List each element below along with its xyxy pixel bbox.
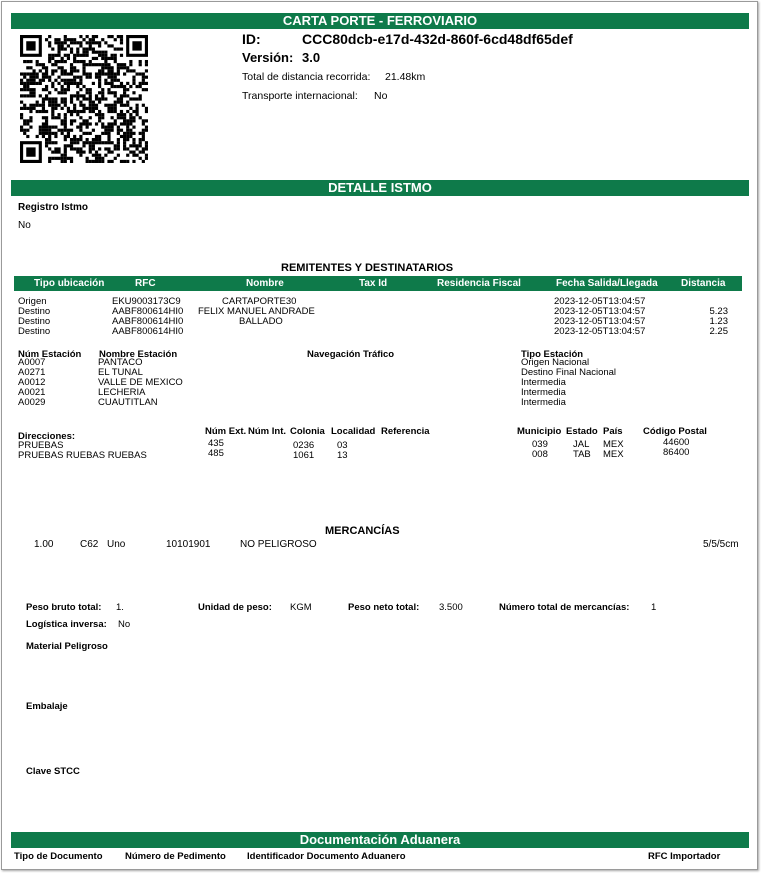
- mercancia-unidad: Uno: [107, 539, 126, 550]
- material-peligroso-label: Material Peligroso: [26, 641, 108, 652]
- col-num-estacion: Núm Estación: [18, 349, 82, 360]
- col-rfc: RFC: [135, 278, 156, 289]
- col-num-ext: Núm Ext.: [205, 426, 247, 437]
- main-title-bar: CARTA PORTE - FERROVIARIO: [11, 13, 749, 29]
- col-rfc-importador: RFC Importador: [648, 851, 721, 862]
- col-colonia: Colonia: [290, 426, 325, 437]
- col-pais: País: [603, 426, 623, 437]
- direccion-pais: MEX: [603, 439, 624, 450]
- col-tipo-documento: Tipo de Documento: [14, 851, 103, 862]
- qr-code-image: [20, 35, 148, 163]
- col-municipio: Municipio: [517, 426, 562, 437]
- direccion-calle: PRUEBAS: [18, 440, 64, 451]
- peso-neto-value: 3.500: [439, 602, 463, 613]
- remitente-distancia: 1.23: [709, 316, 728, 327]
- peso-bruto-value: 1.: [116, 602, 124, 613]
- estacion-nombre: PANTACO: [98, 357, 143, 368]
- distance-value: 21.48km: [385, 71, 426, 83]
- direccion-municipio: 039: [532, 439, 548, 450]
- direccion-municipio: 008: [532, 449, 548, 460]
- version-value: 3.0: [302, 50, 321, 65]
- col-tipo-ubicacion: Tipo ubicación: [34, 278, 105, 289]
- estacion-nombre: CUAUTITLAN: [98, 397, 158, 406]
- estacion-num: A0021: [18, 387, 46, 398]
- estaciones-list: [0, 355, 761, 406]
- direccion-calle: PRUEBAS RUEBAS RUEBAS: [18, 450, 147, 461]
- direccion-estado: TAB: [573, 449, 591, 460]
- col-navegacion-trafico: Navegación Tráfico: [307, 349, 395, 360]
- mercancias-title: MERCANCÍAS: [325, 525, 400, 537]
- remitente-rfc: AABF800614HI0: [112, 306, 184, 317]
- estacion-num: A0029: [18, 397, 46, 406]
- col-localidad: Localidad: [331, 426, 376, 437]
- direccion-num-ext: 435: [208, 438, 224, 449]
- col-numero-pedimento: Número de Pedimento: [125, 851, 226, 862]
- estacion-nombre: LECHERIA: [98, 387, 146, 398]
- numero-total-label: Número total de mercancías:: [499, 602, 630, 613]
- id-label: ID:: [242, 31, 261, 47]
- remitente-fecha: 2023-12-05T13:04:57: [554, 306, 646, 317]
- direccion-colonia: 1061: [293, 450, 315, 461]
- estacion-nombre: EL TUNAL: [98, 367, 143, 378]
- col-num-int: Núm Int.: [248, 426, 286, 437]
- estacion-tipo: Origen Nacional: [521, 357, 590, 368]
- estacion-tipo: Intermedia: [521, 377, 566, 388]
- distance-label: Total de distancia recorrida:: [242, 71, 371, 83]
- col-nombre: Nombre: [246, 278, 284, 289]
- estacion-tipo: Intermedia: [521, 387, 566, 398]
- direccion-colonia: 0236: [293, 440, 315, 451]
- col-referencia: Referencia: [381, 426, 430, 437]
- remitentes-title: REMITENTES Y DESTINATARIOS: [281, 262, 454, 274]
- version-label: Versión:: [242, 50, 294, 65]
- direccion-estado: JAL: [573, 439, 590, 450]
- col-tax-id: Tax Id: [359, 278, 388, 289]
- col-residencia-fiscal: Residencia Fiscal: [437, 278, 521, 289]
- mercancia-peligroso: NO PELIGROSO: [240, 539, 317, 550]
- remitente-tipo: Destino: [18, 326, 51, 337]
- remitente-fecha: 2023-12-05T13:04:57: [554, 316, 646, 327]
- remitente-distancia: 2.25: [709, 326, 728, 337]
- remitentes-table-header: [14, 276, 742, 291]
- estacion-num: A0007: [18, 357, 46, 368]
- numero-total-value: 1: [651, 602, 657, 613]
- logistica-label: Logística inversa:: [26, 619, 107, 630]
- estacion-tipo: Destino Final Nacional: [521, 367, 617, 378]
- international-label: Transporte internacional:: [242, 90, 358, 102]
- peso-neto-label: Peso neto total:: [348, 602, 420, 613]
- direccion-localidad: 03: [337, 440, 348, 451]
- remitente-fecha: 2023-12-05T13:04:57: [554, 326, 646, 337]
- direccion-codigo-postal: 86400: [663, 447, 690, 458]
- peso-bruto-label: Peso bruto total:: [26, 602, 102, 613]
- remitente-tipo: Destino: [18, 316, 51, 327]
- registro-istmo-label: Registro Istmo: [18, 202, 89, 213]
- logistica-value: No: [118, 619, 131, 630]
- remitente-tipo: Origen: [18, 296, 47, 307]
- direccion-codigo-postal: 44600: [663, 437, 690, 448]
- nombre-line: FELIX MANUEL ANDRADE: [198, 306, 315, 317]
- mercancia-cantidad: 1.00: [34, 539, 54, 550]
- remitente-rfc: EKU9003173C9: [112, 296, 181, 307]
- remitente-rfc: AABF800614HI0: [112, 326, 184, 337]
- clave-stcc-label: Clave STCC: [26, 766, 80, 777]
- direccion-localidad: 13: [337, 450, 348, 461]
- nombre-line: CARTAPORTE30: [222, 296, 297, 307]
- international-value: No: [374, 90, 388, 102]
- estacion-num: A0271: [18, 367, 46, 378]
- direccion-pais: MEX: [603, 449, 624, 460]
- remitente-fecha: 2023-12-05T13:04:57: [554, 296, 646, 307]
- nombre-line: BALLADO: [239, 316, 283, 327]
- col-identificador-documento: Identificador Documento Aduanero: [247, 851, 406, 862]
- col-fecha: Fecha Salida/Llegada: [556, 278, 658, 289]
- col-codigo-postal: Código Postal: [643, 426, 707, 437]
- detalle-istmo-bar: DETALLE ISTMO: [11, 180, 749, 196]
- unidad-peso-label: Unidad de peso:: [198, 602, 272, 613]
- remitente-distancia: 5.23: [709, 306, 728, 317]
- estacion-tipo: Intermedia: [521, 397, 566, 406]
- documentacion-aduanera-bar: Documentación Aduanera: [11, 832, 749, 848]
- estacion-num: A0012: [18, 377, 46, 388]
- id-value: CCC80dcb-e17d-432d-860f-6cd48df65def: [302, 31, 573, 47]
- direccion-num-ext: 485: [208, 448, 224, 459]
- registro-istmo-value: No: [18, 220, 31, 231]
- col-tipo-estacion: Tipo Estación: [521, 349, 584, 360]
- remitente-tipo: Destino: [18, 306, 51, 317]
- estacion-nombre: VALLE DE MEXICO: [98, 377, 183, 388]
- remitente-rfc: AABF800614HI0: [112, 316, 184, 327]
- unidad-peso-value: KGM: [290, 602, 312, 613]
- col-distancia: Distancia: [681, 278, 726, 289]
- mercancia-clave-unidad: C62: [80, 539, 99, 550]
- direcciones-label: Direcciones:: [18, 431, 76, 442]
- embalaje-label: Embalaje: [26, 701, 68, 712]
- col-nombre-estacion: Nombre Estación: [99, 349, 178, 360]
- mercancia-dimensiones: 5/5/5cm: [703, 539, 739, 550]
- mercancia-clave: 10101901: [166, 539, 211, 550]
- col-estado: Estado: [566, 426, 598, 437]
